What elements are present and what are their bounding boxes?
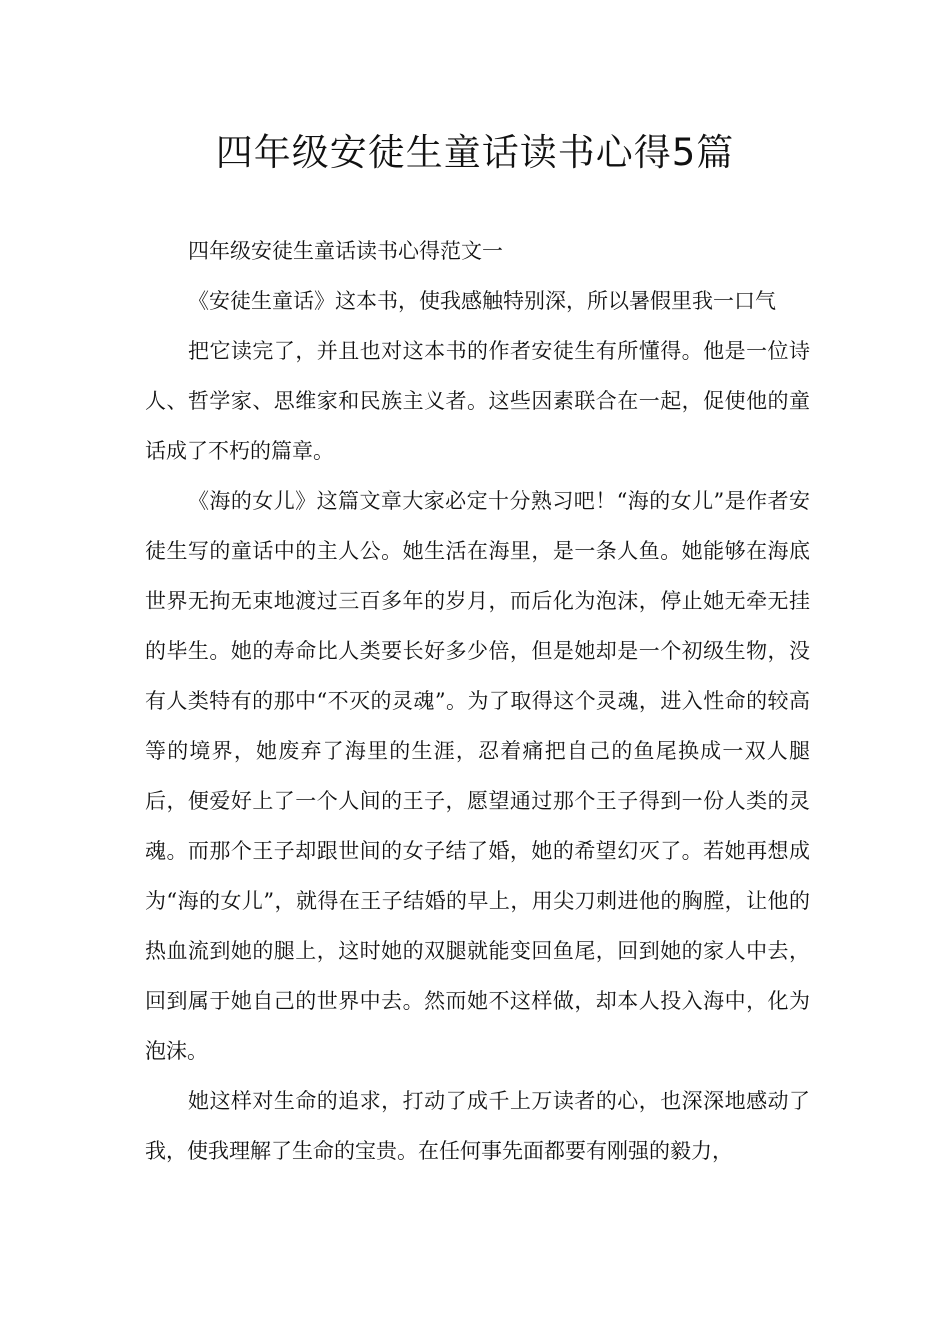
paragraph-1: 《安徒生童话》这本书，使我感触特别深，所以暑假里我一口气 xyxy=(188,289,776,313)
document-title: 四年级安徒生童话读书心得5篇 xyxy=(215,131,735,174)
section-heading: 四年级安徒生童话读书心得范文一 xyxy=(188,239,503,263)
paragraph-4: 她这样对生命的追求，打动了成千上万读者的心，也深深地感动了我，使我理解了生命的宝贵。在任何事先面都要有刚强的毅力， xyxy=(145,1089,810,1163)
paragraph-3: 《海的女儿》这篇文章大家必定十分熟习吧！“海的女儿”是作者安徒生写的童话中的主人公。她生活在海里，是一条人鱼。她能够在海底世界无拘无束地渡过三百多年的岁月，而后化为泡沫，停止她无牵无挂的毕生。她的寿命比人类要长好多少倍，但是她却是一个初级生物，没有人类特有的那中“不灭的灵魂”。为了取得这个灵魂，进入性命的较高等的境界，她废弃了海里的生涯，忍着痛把自己的鱼尾换成一双人腿后，便爱好上了一个人间的王子，愿望通过那个王子得到一份人类的灵魂。而那个王子却跟世间的女子结了婚，她的希望幻灭了。若她再想成为“海的女儿”，就得在王子结婚的早上，用尖刀刺进他的胸膛，让他的热血流到她的腿上，这时她的双腿就能变回鱼尾，回到她的家人中去，回到属于她自己的世界中去。然而她不这样做，却本人投入海中，化为泡沫。 xyxy=(145,489,810,1063)
paragraph-2: 把它读完了，并且也对这本书的作者安徒生有所懂得。他是一位诗人、哲学家、思维家和民族主义者。这些因素联合在一起，促使他的童话成了不朽的篇章。 xyxy=(145,339,810,463)
document-body xyxy=(145,226,810,1176)
